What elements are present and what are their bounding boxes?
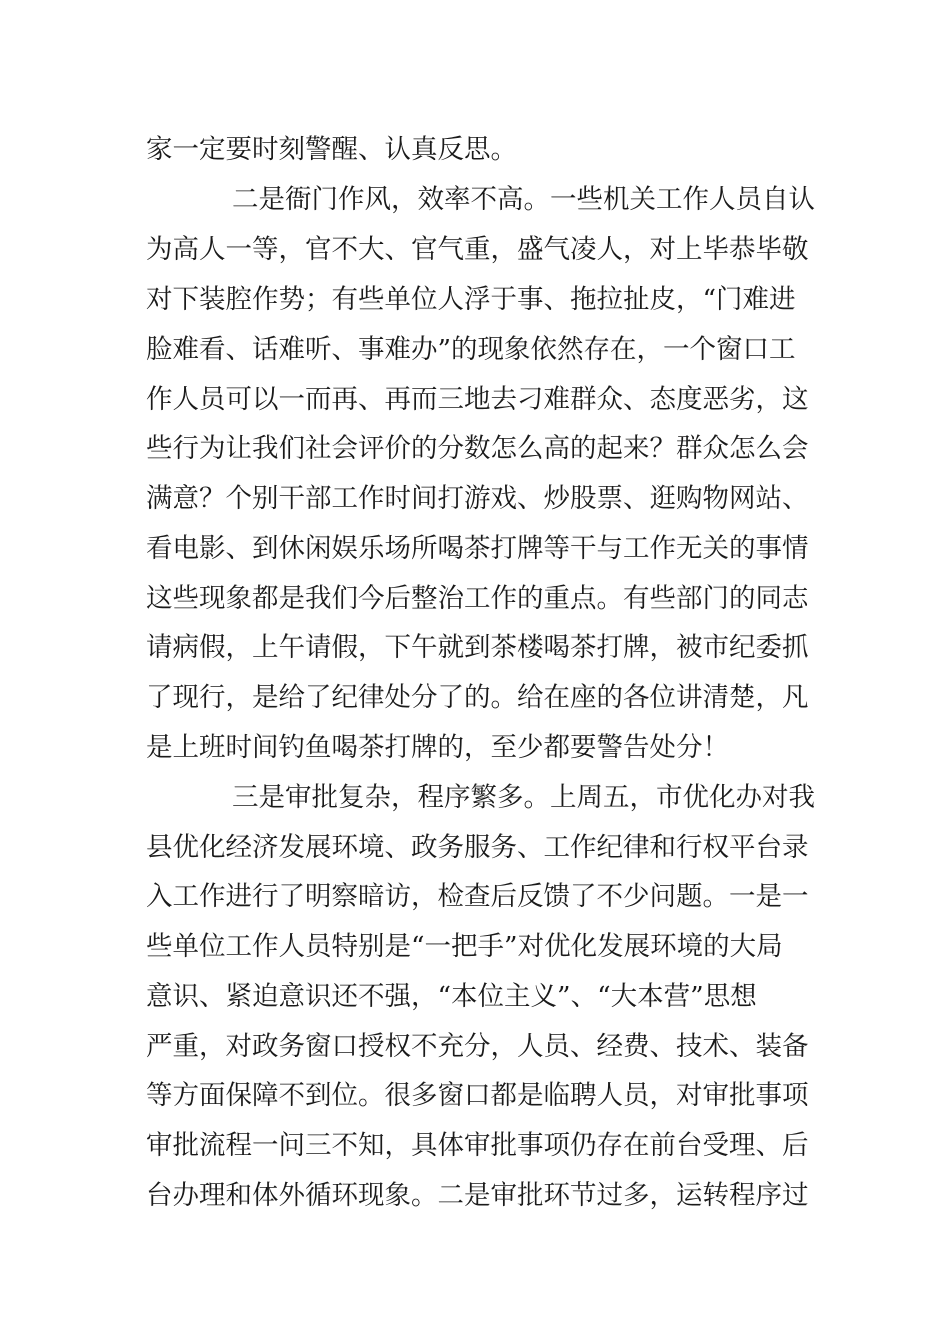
text-line: 入工作进行了明察暗访，检查后反馈了不少问题。一是一 — [146, 881, 809, 912]
paragraph-start-line: 二是衙门作风，效率不高。一些机关工作人员自认 — [232, 184, 815, 215]
text-line: 为高人一等，官不大、官气重，盛气凌人，对上毕恭毕敬 — [146, 234, 809, 265]
text-line: 作人员可以一而再、再而三地去刁难群众、态度恶劣，这 — [146, 384, 809, 415]
text-line: 脸难看、话难听、事难办”的现象依然存在，一个窗口工 — [146, 334, 796, 365]
text-line: 些行为让我们社会评价的分数怎么高的起来？群众怎么会 — [146, 433, 809, 464]
text-line: 台办理和体外循环现象。二是审批环节过多，运转程序过 — [146, 1180, 809, 1211]
text-line: 满意？个别干部工作时间打游戏、炒股票、逛购物网站、 — [146, 483, 809, 514]
text-line: 县优化经济发展环境、政务服务、工作纪律和行权平台录 — [146, 832, 809, 863]
text-line: 看电影、到休闲娱乐场所喝茶打牌等干与工作无关的事情 — [146, 533, 809, 564]
paragraph-start-line: 三是审批复杂，程序繁多。上周五，市优化办对我 — [232, 782, 815, 813]
text-line: 等方面保障不到位。很多窗口都是临聘人员，对审批事项 — [146, 1080, 809, 1111]
text-line: 请病假，上午请假，下午就到茶楼喝茶打牌，被市纪委抓 — [146, 632, 809, 663]
text-line: 这些现象都是我们今后整治工作的重点。有些部门的同志 — [146, 583, 809, 614]
text-line: 了现行，是给了纪律处分了的。给在座的各位讲清楚，凡 — [146, 682, 809, 713]
text-line: 些单位工作人员特别是“一把手”对优化发展环境的大局 — [146, 931, 783, 962]
text-line: 是上班时间钓鱼喝茶打牌的，至少都要警告处分！ — [146, 732, 729, 763]
text-line: 审批流程一问三不知，具体审批事项仍存在前台受理、后 — [146, 1130, 809, 1161]
text-line: 对下装腔作势；有些单位人浮于事、拖拉扯皮，“门难进 — [146, 284, 796, 315]
text-line: 严重，对政务窗口授权不充分，人员、经费、技术、装备 — [146, 1031, 809, 1062]
text-line: 家一定要时刻警醒、认真反思。 — [146, 134, 517, 165]
text-line: 意识、紧迫意识还不强，“本位主义”、“大本营”思想 — [146, 981, 757, 1012]
